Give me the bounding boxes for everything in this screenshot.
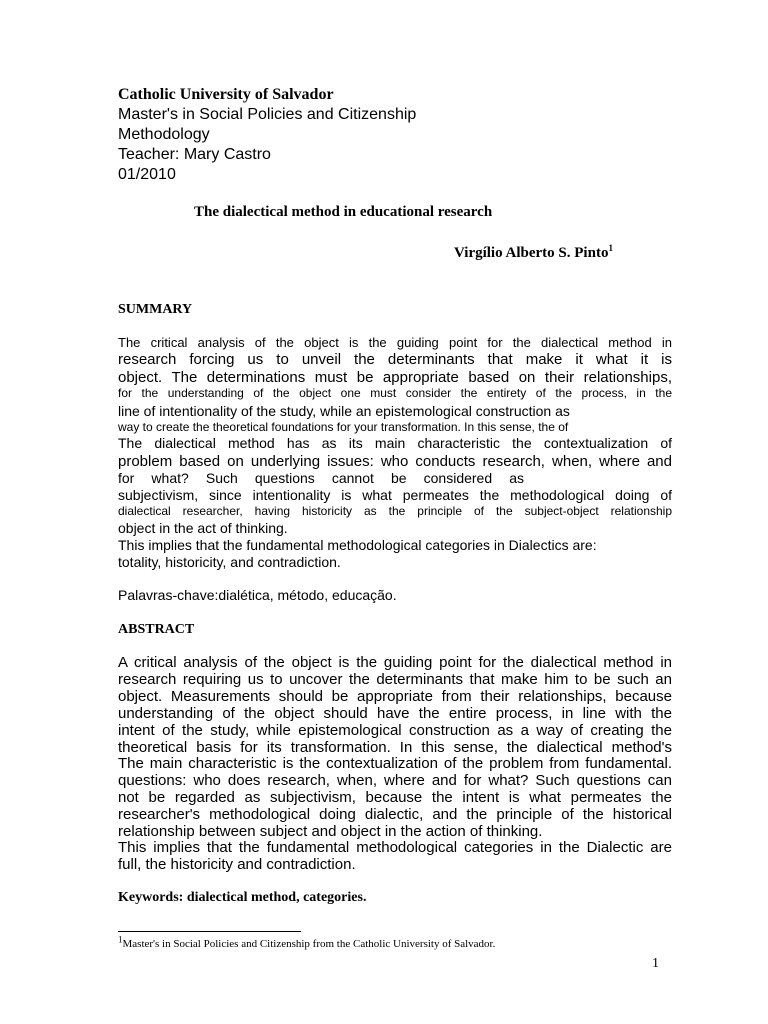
summary-line: The dialectical method has as its main characteristic the contextualization of [118,435,672,451]
footnote-separator [118,931,301,932]
abstract-heading: ABSTRACT [118,622,195,637]
author-footnote-marker: 1 [608,243,613,253]
footnote [118,934,496,950]
abstract-keywords: Keywords: dialectical method, categories. [118,890,367,905]
program-name: Master's in Social Policies and Citizenship [118,106,417,123]
author-name: Virgílio Alberto S. Pinto [454,245,609,261]
summary-line: line of intentionality of the study, while an epistemological construction as [118,403,570,419]
summary-line: for what? Such questions cannot be considered as [118,470,524,486]
summary-line: research forcing us to unveil the determinants that make it what it is [118,351,672,368]
summary-line: way to create the theoretical foundations for your transformation. In this sense, the of [118,420,569,434]
abstract-line: theoretical basis for its transformation. In this sense, the dialectical method's [118,739,672,756]
course-name: Methodology [118,126,210,143]
document-title: The dialectical method in educational research [194,204,493,220]
summary-line: subjectivism, since intentionality is what permeates the methodological doing of [118,487,672,503]
summary-line: problem based on underlying issues: who conducts research, when, where and [118,453,672,470]
abstract-line: intent of the study, while epistemological construction as a way of creating the [118,722,672,739]
abstract-line: This implies that the fundamental methodological categories in the Dialectic are [118,839,672,856]
summary-line: object. The determinations must be appropriate based on their relationships, [118,369,672,386]
teacher-name: Teacher: Mary Castro [118,146,271,163]
summary-line: for the understanding of the object one must consider the entirety of the process, in the [118,386,672,400]
abstract-line: understanding of the object should have the entire process, in line with the [118,705,672,722]
abstract-line: researcher's methodological doing dialectic, and the principle of the historical [118,806,672,823]
summary-heading: SUMMARY [118,302,193,317]
summary-line: object in the act of thinking. [118,520,288,536]
university-name: Catholic University of Salvador [118,86,334,103]
page-number: 1 [652,956,659,971]
abstract-line: questions: who does research, when, where and for what? Such questions can [118,772,672,789]
summary-line: dialectical researcher, having historicity as the principle of the subject-object relationship [118,504,672,518]
abstract-line: relationship between subject and object in the action of thinking. [118,823,543,840]
summary-line: This implies that the fundamental methodological categories in Dialectics are: [118,537,597,553]
abstract-line: A critical analysis of the object is the guiding point for the dialectical method in [118,654,672,671]
abstract-line: full, the historicity and contradiction. [118,856,356,873]
summary-line: totality, historicity, and contradiction. [118,554,341,570]
author-line [454,245,613,262]
abstract-line: object. Measurements should be appropriate from their relationships, because [118,688,672,705]
summary-line: The critical analysis of the object is the guiding point for the dialectical method in [118,335,672,350]
abstract-line: not be regarded as subjectivism, because the intent is what permeates the [118,789,672,806]
footnote-marker: 1 [118,934,123,945]
abstract-line: research requiring us to uncover the determinants that make him to be such an [118,671,672,688]
summary-keywords: Palavras-chave:dialética, método, educação. [118,587,397,603]
date-label: 01/2010 [118,166,176,183]
abstract-line: The main characteristic is the contextualization of the problem from fundamental. [118,755,672,772]
footnote-text: Master's in Social Policies and Citizenship from the Catholic University of Salvador. [122,938,496,950]
